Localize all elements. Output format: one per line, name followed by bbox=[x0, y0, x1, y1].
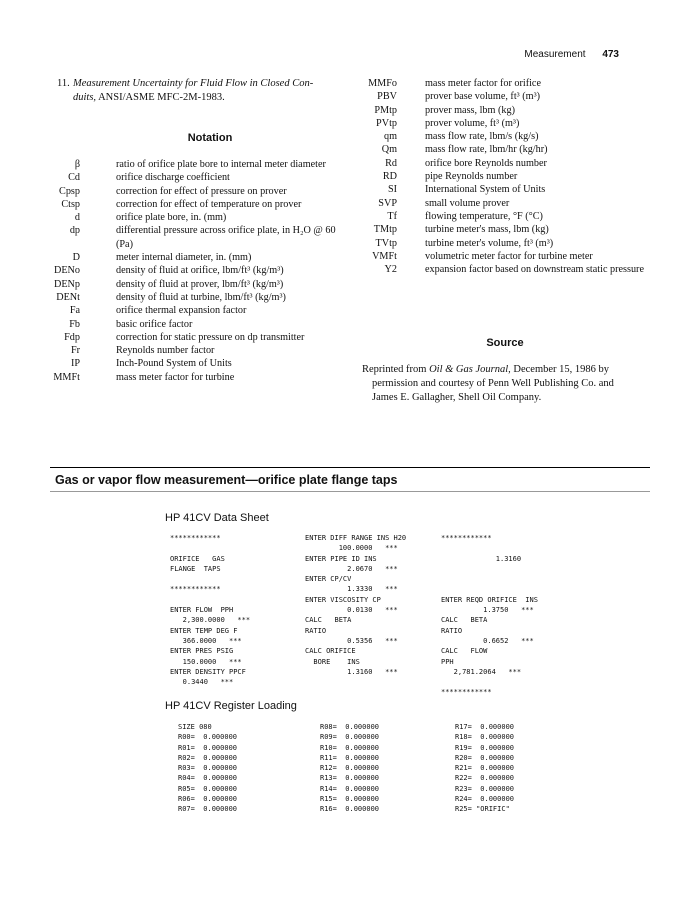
notation-symbol: qm bbox=[383, 131, 397, 143]
notation-definition: turbine meter's volume, ft³ (m³) bbox=[425, 237, 554, 249]
notation-definition: prover volume, ft³ (m³) bbox=[425, 117, 520, 129]
notation-row bbox=[355, 250, 651, 263]
notation-symbol: Ctsp bbox=[61, 198, 80, 210]
notation-definition: Inch-Pound System of Units bbox=[116, 358, 232, 370]
notation-symbol: RD bbox=[382, 171, 397, 183]
notation-definition: correction for static pressure on dp transmitter bbox=[116, 331, 305, 343]
notation-symbol: Tf bbox=[387, 210, 397, 222]
notation-row bbox=[30, 158, 346, 171]
notation-row bbox=[30, 171, 346, 184]
notation-definition: ratio of orifice plate bore to internal meter diameter bbox=[116, 159, 326, 170]
notation-definition: correction for effect of temperature on prover bbox=[116, 198, 302, 210]
notation-symbol: VMFt bbox=[372, 250, 397, 262]
notation-definition: prover base volume, ft³ (m³) bbox=[425, 91, 541, 103]
notation-row bbox=[30, 291, 346, 304]
notation-symbol: MMFo bbox=[368, 78, 397, 89]
notation-symbol: d bbox=[74, 212, 80, 224]
notation-symbol: Fr bbox=[70, 345, 80, 357]
notation-row bbox=[30, 304, 346, 317]
notation-symbol: Cpsp bbox=[59, 185, 80, 197]
register-column-1: SIZE 080 R00= 0.000000 R01= 0.000000 R02= 0.000000 R03= 0.000000 R04= 0.000000 R05= 0.000000 R06= 0.000000 R07= 0.000000 bbox=[178, 723, 238, 814]
data-sheet-title: HP 41CV Data Sheet bbox=[165, 512, 269, 524]
notation-symbol: Y2 bbox=[384, 264, 397, 276]
notation-heading: Notation bbox=[187, 132, 233, 144]
running-header bbox=[524, 49, 619, 60]
notation-symbol: PVtp bbox=[376, 117, 397, 129]
notation-definition: volumetric meter factor for turbine meter bbox=[425, 250, 593, 262]
register-title: HP 41CV Register Loading bbox=[165, 700, 297, 712]
notation-definition: mass flow rate, lbm/s (kg/s) bbox=[425, 131, 539, 143]
notation-row bbox=[355, 104, 651, 117]
notation-symbol: SVP bbox=[378, 197, 397, 209]
source-journal: Oil & Gas Journal, bbox=[429, 364, 511, 375]
notation-definition: differential pressure across orifice plate, in H₂O @ 60 (Pa) bbox=[116, 225, 336, 250]
reference-number: 11. bbox=[57, 78, 70, 89]
notation-row bbox=[30, 371, 346, 384]
reference-title-cont: duits, bbox=[73, 92, 97, 103]
notation-row bbox=[355, 130, 651, 143]
page-number: 473 bbox=[602, 49, 619, 60]
section-title: Gas or vapor flow measurement—orifice plate flange taps bbox=[55, 473, 398, 487]
notation-row bbox=[30, 198, 346, 211]
reference-rest: ANSI/ASME MFC-2M-1983. bbox=[96, 92, 225, 103]
notation-row bbox=[30, 251, 346, 264]
notation-row bbox=[30, 357, 346, 370]
notation-row bbox=[30, 331, 346, 344]
source-heading: Source bbox=[486, 337, 524, 349]
notation-definition: orifice thermal expansion factor bbox=[116, 305, 247, 317]
notation-definition: expansion factor based on downstream static pressure bbox=[425, 264, 644, 276]
notation-row bbox=[355, 223, 651, 236]
notation-symbol: D bbox=[72, 252, 80, 264]
notation-row bbox=[355, 210, 651, 223]
notation-symbol: Cd bbox=[68, 172, 80, 184]
notation-symbol: Fa bbox=[69, 305, 80, 317]
notation-left-list bbox=[30, 158, 346, 384]
notation-row bbox=[355, 157, 651, 170]
register-column-2: R08= 0.000000 R09= 0.000000 R10= 0.000000 R11= 0.000000 R12= 0.000000 R13= 0.000000 R14= 0.000000 R15= 0.000000 R16= 0.000000 bbox=[320, 723, 380, 814]
notation-symbol: PBV bbox=[377, 91, 397, 103]
notation-row bbox=[355, 77, 651, 90]
notation-row bbox=[30, 211, 346, 224]
notation-row bbox=[355, 90, 651, 103]
notation-row bbox=[30, 278, 346, 291]
notation-right-list bbox=[355, 77, 651, 276]
reference-entry bbox=[57, 77, 347, 105]
notation-definition: orifice discharge coefficient bbox=[116, 172, 230, 184]
section-rule bbox=[50, 467, 650, 468]
tape-column-2: ENTER DIFF RANGE INS H20 100.0000 *** ENTER PIPE ID INS 2.0670 *** ENTER CP/CV 1.3330 *** ENTER VISCOSITY CP 0.0130 *** CALC BETA RATIO 0.5356 *** CALC ORIFICE BORE INS 1.3160 *** bbox=[305, 534, 407, 676]
notation-symbol: MMFt bbox=[53, 371, 80, 383]
notation-definition: meter internal diameter, in. (mm) bbox=[116, 252, 252, 264]
notation-definition: density of fluid at prover, lbm/ft³ (kg/m³) bbox=[116, 278, 284, 290]
notation-row bbox=[355, 197, 651, 210]
notation-row bbox=[355, 170, 651, 183]
header-title: Measurement bbox=[524, 49, 586, 60]
notation-row bbox=[355, 117, 651, 130]
notation-definition: pipe Reynolds number bbox=[425, 171, 518, 183]
notation-symbol: Fb bbox=[69, 318, 80, 330]
notation-definition: International System of Units bbox=[425, 184, 546, 196]
notation-definition: correction for effect of pressure on prover bbox=[116, 185, 287, 197]
notation-row bbox=[355, 263, 651, 276]
notation-definition: Reynolds number factor bbox=[116, 345, 215, 357]
notation-row bbox=[355, 143, 651, 156]
source-text bbox=[362, 363, 652, 405]
tape-column-3: ************ 1.3160 ENTER REQD ORIFICE INS 1.3750 *** CALC BETA RATIO 0.6652 *** CALC FLOW PPH 2,781.2064 *** ************ bbox=[441, 534, 538, 697]
notation-symbol: Fdp bbox=[64, 331, 80, 343]
notation-symbol: TVtp bbox=[375, 237, 397, 249]
notation-symbol: dp bbox=[69, 225, 80, 237]
notation-definition: density of fluid at orifice, lbm/ft³ (kg/m³) bbox=[116, 265, 284, 277]
notation-definition: mass meter factor for orifice bbox=[425, 78, 541, 89]
notation-row bbox=[30, 185, 346, 198]
section-rule-bottom bbox=[50, 491, 650, 492]
notation-row bbox=[30, 318, 346, 331]
notation-definition: mass meter factor for turbine bbox=[116, 371, 235, 383]
notation-definition: basic orifice factor bbox=[116, 318, 193, 330]
notation-definition: density of fluid at turbine, lbm/ft³ (kg/m³) bbox=[116, 291, 286, 303]
notation-row bbox=[30, 264, 346, 277]
tape-column-1: ************ ORIFICE GAS FLANGE TAPS ************ ENTER FLOW PPH 2,300.0000 *** ENTER TEMP DEG F 366.0000 *** ENTER PRES PSIG 150.0000 *** ENTER DENSITY PPCF 0.3440 *** bbox=[170, 534, 251, 687]
source-line-c: permission and courtesy of Penn Well Publishing Co. and bbox=[372, 378, 614, 389]
notation-definition: orifice plate bore, in. (mm) bbox=[116, 212, 227, 224]
notation-symbol: DENp bbox=[53, 278, 80, 290]
reference-title: Measurement Uncertainty for Fluid Flow in Closed Con- bbox=[73, 78, 314, 89]
source-line-d: James E. Gallagher, Shell Oil Company. bbox=[372, 392, 542, 403]
notation-definition: prover mass, lbm (kg) bbox=[425, 104, 515, 116]
notation-definition: orifice bore Reynolds number bbox=[425, 157, 547, 169]
notation-symbol: IP bbox=[70, 358, 80, 370]
notation-row bbox=[30, 344, 346, 357]
notation-symbol: DENt bbox=[56, 291, 80, 303]
notation-definition: flowing temperature, °F (°C) bbox=[425, 210, 543, 222]
register-column-3: R17= 0.000000 R18= 0.000000 R19= 0.000000 R20= 0.000000 R21= 0.000000 R22= 0.000000 R23= 0.000000 R24= 0.000000 R25= "ORIFIC" bbox=[455, 723, 515, 814]
notation-symbol: DENo bbox=[53, 265, 80, 277]
source-line-b: December 15, 1986 by bbox=[510, 364, 610, 375]
notation-symbol: Qm bbox=[381, 144, 397, 156]
notation-symbol: PMtp bbox=[374, 104, 397, 116]
notation-symbol: TMtp bbox=[373, 224, 397, 236]
notation-symbol: β bbox=[74, 159, 80, 170]
notation-definition: mass flow rate, lbm/hr (kg/hr) bbox=[425, 144, 548, 156]
source-line-a: Reprinted from bbox=[362, 364, 430, 375]
notation-row bbox=[355, 237, 651, 250]
notation-symbol: SI bbox=[387, 184, 397, 196]
notation-row bbox=[355, 183, 651, 196]
notation-symbol: Rd bbox=[385, 157, 397, 169]
notation-definition: small volume prover bbox=[425, 197, 510, 209]
notation-definition: turbine meter's mass, lbm (kg) bbox=[425, 224, 549, 236]
notation-row bbox=[30, 224, 346, 251]
